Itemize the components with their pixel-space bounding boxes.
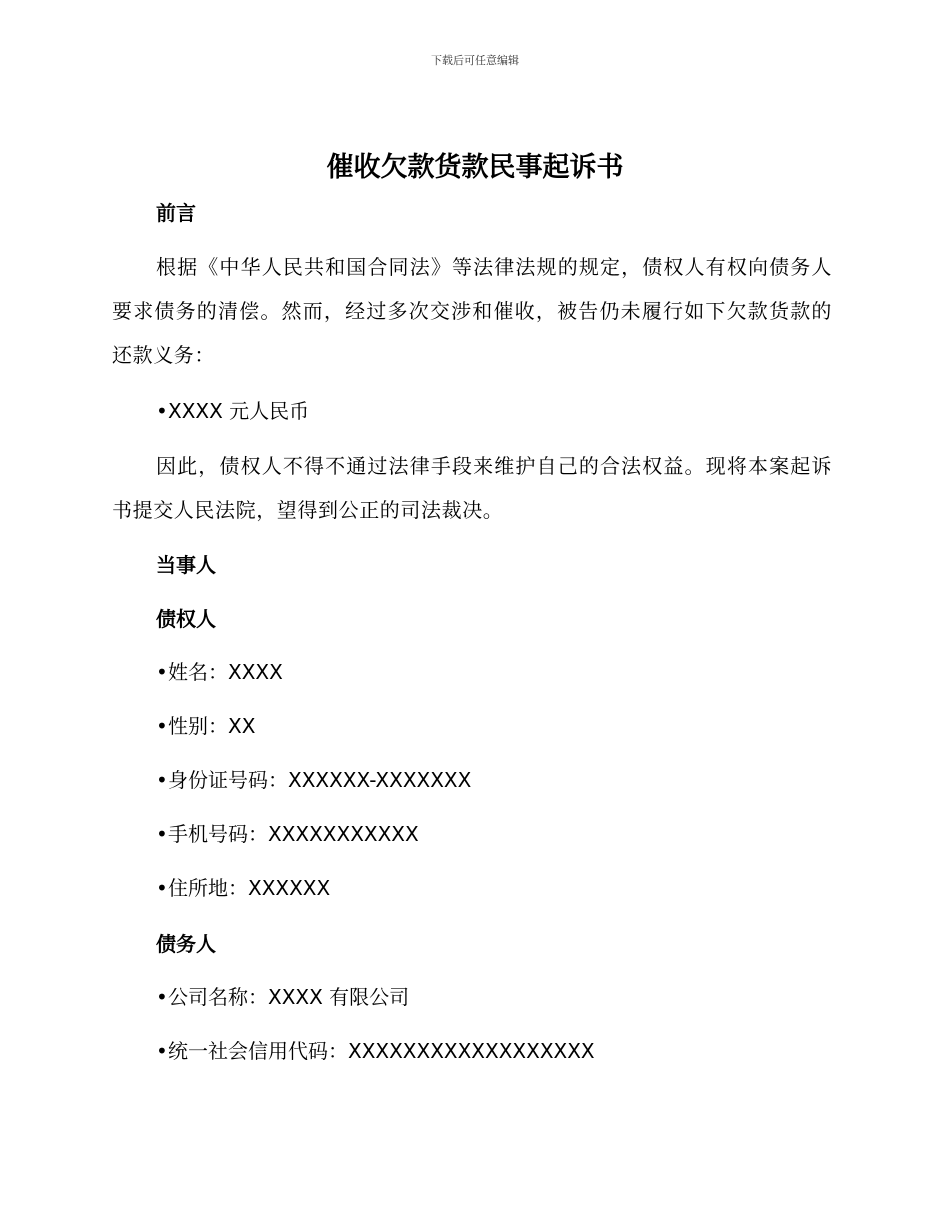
debtor-credit-code-text: 统一社会信用代码：XXXXXXXXXXXXXXXXXX — [168, 1039, 595, 1063]
bullet-icon: • — [156, 985, 168, 1009]
subheading-debtor: 债务人 — [156, 932, 216, 956]
creditor-name-text: 姓名：XXXX — [168, 660, 283, 684]
creditor-address-item — [156, 873, 330, 903]
page-header: 下载后可任意编辑 — [431, 54, 519, 67]
preface-paragraph-2: 因此，债权人不得不通过法律手段来维护自己的合法权益。现将本案起诉书提交人民法院，望得到公正的司法裁决。 — [112, 454, 832, 522]
debtor-company-item — [156, 982, 409, 1012]
creditor-gender-text: 性别：XX — [168, 714, 256, 738]
bullet-icon: • — [156, 768, 168, 792]
creditor-phone-text: 手机号码：XXXXXXXXXXX — [168, 822, 419, 846]
debtor-company-text: 公司名称：XXXX 有限公司 — [168, 985, 410, 1009]
bullet-icon: • — [156, 660, 168, 684]
amount-text: XXXX 元人民币 — [168, 399, 310, 423]
preface-paragraph-1: 根据《中华人民共和国合同法》等法律法规的规定，债权人有权向债务人要求债务的清偿。然而，经过多次交涉和催收，被告仍未履行如下欠款货款的还款义务： — [112, 255, 832, 367]
creditor-id-item — [156, 765, 471, 795]
subheading-creditor: 债权人 — [156, 607, 216, 631]
amount-list-item — [156, 396, 309, 426]
bullet-icon: • — [156, 1039, 168, 1063]
document-title: 催收欠款货款民事起诉书 — [326, 152, 624, 183]
creditor-name-item — [156, 657, 283, 687]
bullet-icon: • — [156, 399, 168, 423]
debtor-credit-code-item — [156, 1036, 595, 1066]
section-heading-preface: 前言 — [156, 201, 196, 225]
section-heading-parties: 当事人 — [156, 553, 216, 577]
bullet-icon: • — [156, 876, 168, 900]
creditor-gender-item — [156, 711, 255, 741]
creditor-phone-item — [156, 819, 419, 849]
bullet-icon: • — [156, 822, 168, 846]
bullet-icon: • — [156, 714, 168, 738]
creditor-id-text: 身份证号码：XXXXXX-XXXXXXX — [168, 768, 472, 792]
creditor-address-text: 住所地：XXXXXX — [168, 876, 331, 900]
